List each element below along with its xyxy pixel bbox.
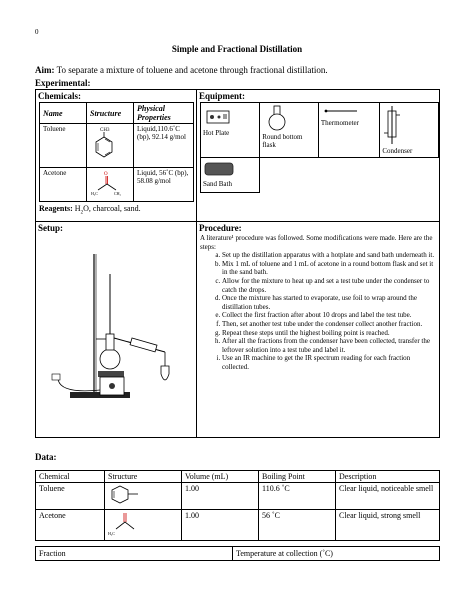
procedure-cell [197, 222, 440, 438]
data-heading: Data: [35, 452, 57, 462]
procedure-intro: A literature¹ procedure was followed. Some modifications were made. Here are the steps: [200, 234, 433, 251]
equipment-table [200, 102, 439, 193]
reagents-label: Reagents: [39, 204, 73, 213]
chem-structure-acetone [87, 168, 134, 202]
fraction-col-temperature: Temperature at collection (˚C) [233, 547, 440, 561]
equipment-label: Thermometer [320, 119, 359, 127]
sand-bath-icon [203, 160, 235, 178]
equipment-flask [260, 103, 319, 158]
svg-text:H₃C: H₃C [91, 191, 98, 196]
data-col-chemical: Chemical [36, 471, 105, 483]
fraction-table [35, 546, 440, 561]
chemicals-heading: Chemicals: [38, 91, 81, 101]
procedure-step: g. Repeat these steps until the highest boiling point is reached. [222, 329, 436, 338]
chem-name-toluene: Toluene [40, 124, 87, 168]
procedure-heading: Procedure: [199, 223, 242, 233]
acetone-o-label: O [104, 172, 108, 177]
chemicals-table [39, 102, 194, 202]
page-number: 0 [35, 28, 39, 36]
procedure-step: f. Then, set another test tube under the condenser collect another fraction. [222, 320, 436, 329]
setup-heading: Setup: [38, 223, 64, 233]
chem-props-acetone: Liquid, 56˚C (bp), 58.08 g/mol [134, 168, 194, 202]
thermometer-icon [321, 105, 361, 117]
data-chemical-toluene: Toluene [36, 483, 105, 510]
data-bp-toluene: 110.6 ˚C [259, 483, 336, 510]
distillation-setup-icon [40, 234, 190, 424]
reagents-text: $H_2O$, charcoal, sand. [74, 204, 141, 216]
experimental-heading: Experimental: [35, 78, 91, 88]
equipment-cell [197, 90, 440, 222]
fraction-col-fraction: Fraction [36, 547, 233, 561]
equipment-heading: Equipment: [199, 91, 246, 101]
data-col-boiling-point: Boiling Point [259, 471, 336, 483]
toluene-ch3-label: CH3 [100, 128, 110, 133]
data-chemical-acetone: Acetone [36, 510, 105, 541]
setup-cell [36, 222, 197, 438]
data-bp-acetone: 56 ˚C [259, 510, 336, 541]
procedure-step: d. Once the mixture has started to evaporate, use foil to wrap around the distillation tubes. [222, 294, 436, 311]
procedure-step: e. Collect the first fraction after about 10 drops and label the test tube. [222, 311, 436, 320]
procedure-steps [197, 251, 439, 371]
round-bottom-flask-icon [262, 105, 292, 131]
equipment-label: Sand Bath [203, 180, 232, 188]
svg-text:CH₃: CH₃ [114, 191, 121, 196]
toluene-structure-icon [108, 484, 148, 506]
equipment-hot-plate [201, 103, 260, 158]
data-desc-acetone: Clear liquid, strong smell [336, 510, 440, 541]
toluene-structure-icon [90, 125, 120, 161]
condenser-icon [382, 105, 402, 145]
data-volume-acetone: 1.00 [182, 510, 259, 541]
aim-text: To separate a mixture of toluene and acetone through fractional distillation. [56, 65, 328, 75]
procedure-step: h. After all the fractions from the condenser have been collected, transfer the leftover solution into a test tube and label it. [222, 337, 436, 354]
data-structure-toluene [105, 483, 182, 510]
procedure-step: b. Mix 1 mL of toluene and 1 mL of acetone in a round bottom flask and set it in the sand bath. [222, 260, 436, 277]
chem-props-toluene: Liquid,110.6˚C (bp), 92.14 g/mol [134, 124, 194, 168]
data-desc-toluene: Clear liquid, noticeable smell [336, 483, 440, 510]
procedure-step: c. Allow for the mixture to heat up and set a test tube under the condenser to catch the drops. [222, 277, 436, 294]
aim-label: Aim: [35, 65, 55, 75]
svg-text:H₃C: H₃C [108, 531, 115, 536]
acetone-structure-icon [90, 169, 124, 197]
data-table [35, 470, 440, 541]
aim-line [35, 65, 328, 75]
acetone-structure-icon [108, 511, 148, 537]
data-volume-toluene: 1.00 [182, 483, 259, 510]
chem-structure-toluene [87, 124, 134, 168]
experimental-grid [35, 89, 440, 438]
procedure-step: a. Set up the distillation apparatus with a hotplate and sand bath underneath it. [222, 251, 436, 260]
chem-col-properties: Physical Properties [134, 103, 194, 124]
equipment-thermometer [318, 103, 379, 158]
procedure-step: i. Use an IR machine to get the IR spectrum reading for each fraction collected. [222, 354, 436, 371]
data-col-volume: Volume (mL) [182, 471, 259, 483]
document-title: Simple and Fractional Distillation [171, 44, 303, 54]
hot-plate-icon [203, 105, 233, 127]
equipment-label: Round bottom flask [262, 133, 303, 149]
reagents-line [36, 202, 196, 218]
equipment-condenser [380, 103, 439, 158]
chem-col-structure: Structure [87, 103, 134, 124]
data-col-description: Description [336, 471, 440, 483]
equipment-label: Hot Plate [203, 129, 230, 137]
chem-name-acetone: Acetone [40, 168, 87, 202]
data-structure-acetone [105, 510, 182, 541]
data-col-structure: Structure [105, 471, 182, 483]
equipment-sand-bath [201, 158, 260, 193]
chemicals-cell [36, 90, 197, 222]
equipment-label: Condenser [382, 147, 413, 155]
chem-col-name: Name [40, 103, 87, 124]
